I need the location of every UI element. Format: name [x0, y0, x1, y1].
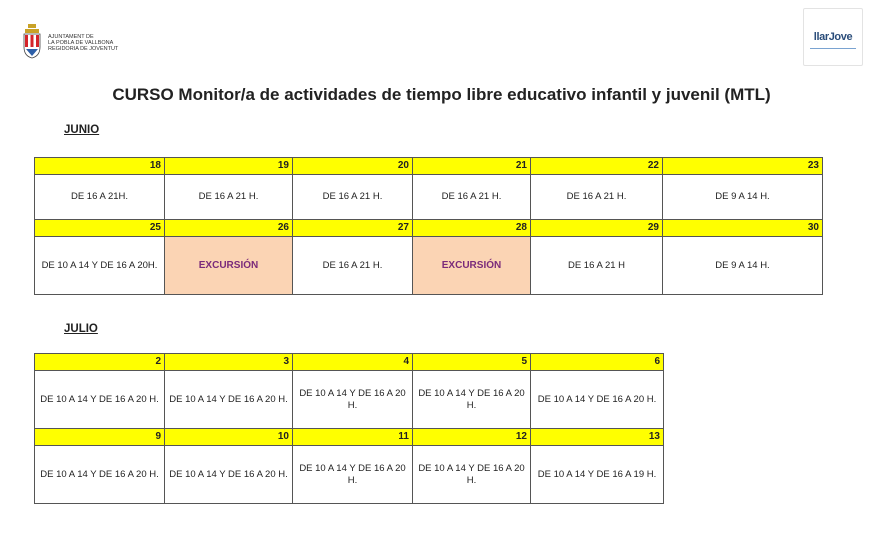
excursion-cell: EXCURSIÓN [165, 237, 293, 295]
logo-line-3: REGIDORIA DE JOVENTUT [48, 46, 119, 52]
junio-week-2-days [35, 220, 823, 237]
day-cell: 10 [165, 429, 293, 446]
schedule-cell: DE 16 A 21 H. [413, 175, 531, 220]
day-cell: 2 [35, 354, 165, 371]
day-cell: 28 [413, 220, 531, 237]
schedule-cell: DE 16 A 21 H. [165, 175, 293, 220]
schedule-cell: DE 10 A 14 Y DE 16 A 20 H. [413, 446, 531, 504]
day-cell: 5 [413, 354, 531, 371]
calendar-julio [34, 353, 664, 504]
day-cell: 11 [293, 429, 413, 446]
month-label-junio: JUNIO [64, 124, 100, 136]
junio-week-1-days [35, 158, 823, 175]
day-cell: 6 [531, 354, 664, 371]
schedule-cell: DE 16 A 21 H [531, 237, 663, 295]
julio-week-2-schedule [35, 446, 664, 504]
day-cell: 18 [35, 158, 165, 175]
ajuntament-text [48, 34, 118, 52]
schedule-cell: DE 16 A 21H. [35, 175, 165, 220]
schedule-cell: DE 10 A 14 Y DE 16 A 20 H. [35, 371, 165, 429]
calendar-junio [34, 157, 823, 295]
schedule-cell: DE 10 A 14 Y DE 16 A 20 H. [531, 371, 664, 429]
schedule-cell: DE 10 A 14 Y DE 16 A 20 H. [413, 371, 531, 429]
day-cell: 22 [531, 158, 663, 175]
day-cell: 19 [165, 158, 293, 175]
excursion-cell: EXCURSIÓN [413, 237, 531, 295]
schedule-cell: DE 10 A 14 Y DE 16 A 20 H. [293, 371, 413, 429]
day-cell: 9 [35, 429, 165, 446]
junio-week-1-schedule [35, 175, 823, 220]
day-cell: 13 [531, 429, 664, 446]
schedule-cell: DE 10 A 14 Y DE 16 A 20H. [35, 237, 165, 295]
day-cell: 20 [293, 158, 413, 175]
schedule-cell: DE 9 A 14 H. [663, 175, 823, 220]
day-cell: 3 [165, 354, 293, 371]
llarjove-underline [810, 48, 856, 49]
schedule-cell: DE 10 A 14 Y DE 16 A 20 H. [165, 371, 293, 429]
document-title: CURSO Monitor/a de actividades de tiempo libre educativo infantil y juvenil (MTL) [112, 85, 771, 104]
coat-of-arms-icon [22, 22, 42, 60]
llarjove-logo [803, 8, 863, 66]
day-cell: 4 [293, 354, 413, 371]
day-cell: 21 [413, 158, 531, 175]
llarjove-brand: llarJove [813, 31, 853, 43]
logo-line-2: LA POBLA DE VALLBONA [48, 40, 114, 46]
day-cell: 25 [35, 220, 165, 237]
schedule-cell: DE 16 A 21 H. [293, 175, 413, 220]
julio-week-2-days [35, 429, 664, 446]
day-cell: 23 [663, 158, 823, 175]
schedule-cell: DE 16 A 21 H. [531, 175, 663, 220]
schedule-cell: DE 10 A 14 Y DE 16 A 19 H. [531, 446, 664, 504]
day-cell: 27 [293, 220, 413, 237]
julio-week-1-schedule [35, 371, 664, 429]
ajuntament-logo [22, 22, 132, 66]
schedule-cell: DE 10 A 14 Y DE 16 A 20 H. [165, 446, 293, 504]
day-cell: 30 [663, 220, 823, 237]
day-cell: 12 [413, 429, 531, 446]
day-cell: 29 [531, 220, 663, 237]
junio-week-2-schedule [35, 237, 823, 295]
schedule-cell: DE 9 A 14 H. [663, 237, 823, 295]
julio-week-1-days [35, 354, 664, 371]
schedule-cell: DE 10 A 14 Y DE 16 A 20 H. [293, 446, 413, 504]
schedule-cell: DE 16 A 21 H. [293, 237, 413, 295]
month-label-julio: JULIO [64, 323, 98, 335]
logo-line-1: AJUNTAMENT DE [48, 34, 94, 40]
schedule-cell: DE 10 A 14 Y DE 16 A 20 H. [35, 446, 165, 504]
day-cell: 26 [165, 220, 293, 237]
